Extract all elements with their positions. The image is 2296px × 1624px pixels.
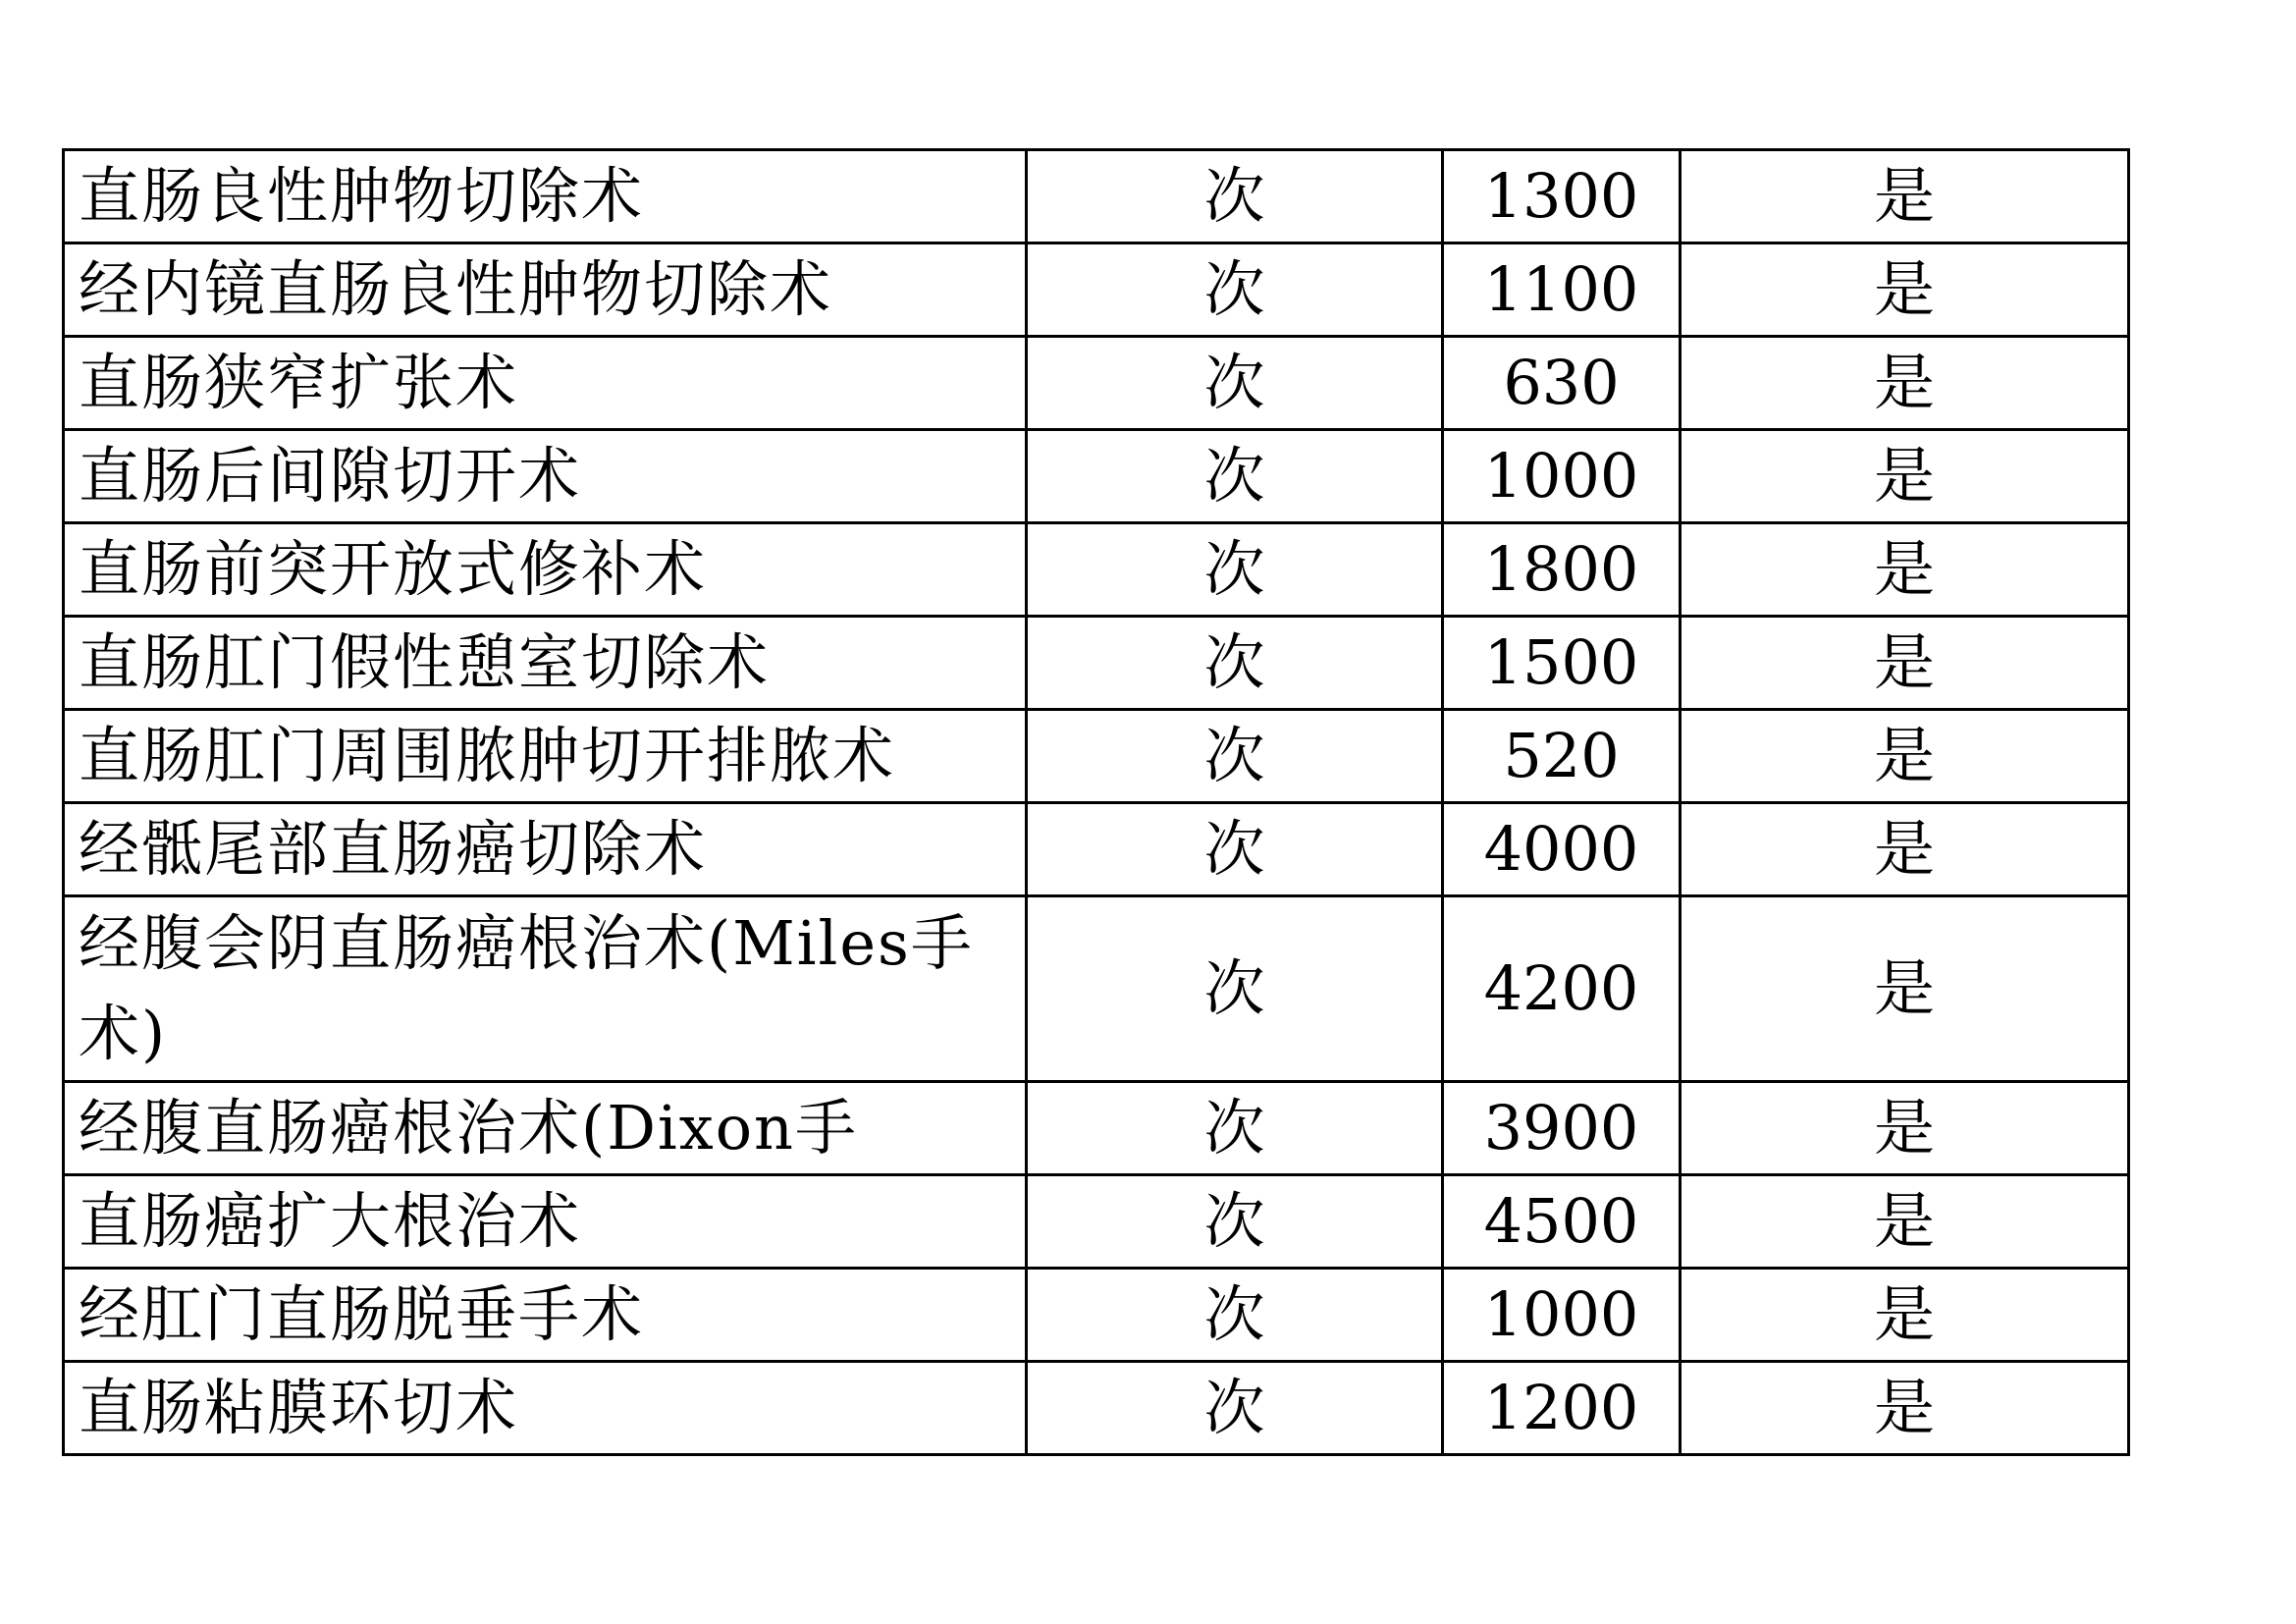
procedure-name: 直肠狭窄扩张术 [64,337,1027,430]
table-row [64,617,2129,710]
unit-cell: 次 [1027,1082,1443,1175]
price-cell: 1000 [1443,1269,1681,1362]
price-cell: 1000 [1443,430,1681,523]
flag-cell: 是 [1681,1269,2129,1362]
price-cell: 4000 [1443,803,1681,896]
flag-cell: 是 [1681,617,2129,710]
table-row [64,1082,2129,1175]
unit-cell: 次 [1027,150,1443,244]
procedure-name: 直肠前突开放式修补术 [64,523,1027,617]
table-row [64,150,2129,244]
flag-cell: 是 [1681,710,2129,803]
price-cell: 1500 [1443,617,1681,710]
flag-cell: 是 [1681,803,2129,896]
unit-cell: 次 [1027,1269,1443,1362]
table-row [64,896,2129,1082]
table-row [64,244,2129,337]
procedure-name: 直肠肛门假性憩室切除术 [64,617,1027,710]
unit-cell: 次 [1027,244,1443,337]
procedure-name: 直肠粘膜环切术 [64,1362,1027,1455]
flag-cell: 是 [1681,244,2129,337]
procedure-fee-table [62,148,2130,1456]
price-cell: 4500 [1443,1175,1681,1269]
unit-cell: 次 [1027,710,1443,803]
table-row [64,1362,2129,1455]
table-row [64,430,2129,523]
table-row [64,1175,2129,1269]
procedure-name: 直肠肛门周围脓肿切开排脓术 [64,710,1027,803]
flag-cell: 是 [1681,896,2129,1082]
unit-cell: 次 [1027,896,1443,1082]
unit-cell: 次 [1027,617,1443,710]
flag-cell: 是 [1681,523,2129,617]
unit-cell: 次 [1027,430,1443,523]
unit-cell: 次 [1027,337,1443,430]
flag-cell: 是 [1681,150,2129,244]
procedure-name: 经内镜直肠良性肿物切除术 [64,244,1027,337]
price-cell: 630 [1443,337,1681,430]
procedure-name: 经肛门直肠脱垂手术 [64,1269,1027,1362]
price-cell: 4200 [1443,896,1681,1082]
price-cell: 1300 [1443,150,1681,244]
flag-cell: 是 [1681,1082,2129,1175]
table-row [64,803,2129,896]
procedure-name: 直肠后间隙切开术 [64,430,1027,523]
unit-cell: 次 [1027,523,1443,617]
unit-cell: 次 [1027,1362,1443,1455]
table-row [64,523,2129,617]
procedure-name: 经骶尾部直肠癌切除术 [64,803,1027,896]
procedure-name: 经腹会阴直肠癌根治术(Miles手术) [64,896,1027,1082]
flag-cell: 是 [1681,337,2129,430]
unit-cell: 次 [1027,1175,1443,1269]
flag-cell: 是 [1681,1175,2129,1269]
price-cell: 1200 [1443,1362,1681,1455]
table-row [64,1269,2129,1362]
procedure-name: 经腹直肠癌根治术(Dixon手 [64,1082,1027,1175]
price-cell: 520 [1443,710,1681,803]
flag-cell: 是 [1681,1362,2129,1455]
price-cell: 1100 [1443,244,1681,337]
table-row [64,710,2129,803]
procedure-name: 直肠癌扩大根治术 [64,1175,1027,1269]
procedure-name: 直肠良性肿物切除术 [64,150,1027,244]
price-cell: 1800 [1443,523,1681,617]
unit-cell: 次 [1027,803,1443,896]
flag-cell: 是 [1681,430,2129,523]
table-row [64,337,2129,430]
price-cell: 3900 [1443,1082,1681,1175]
